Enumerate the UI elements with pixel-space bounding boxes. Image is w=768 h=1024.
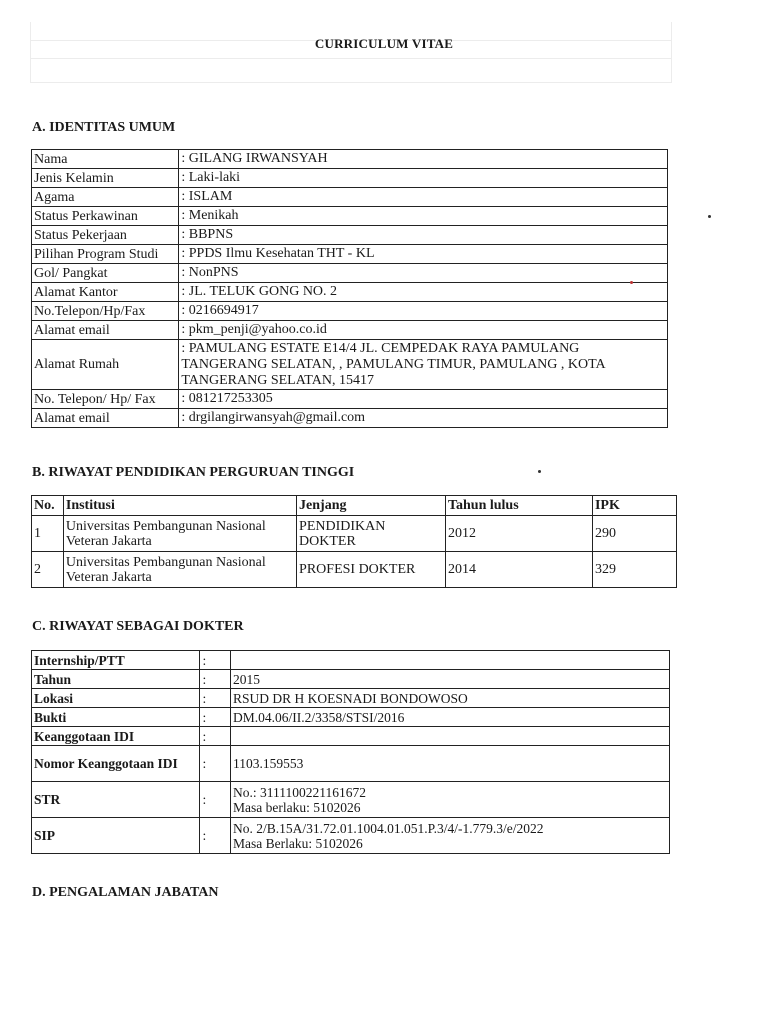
history-label: SIP [32, 818, 200, 854]
identity-label: Jenis Kelamin [32, 169, 179, 188]
history-label: STR [32, 782, 200, 818]
cell-ipk: 290 [592, 516, 676, 552]
table-row [32, 689, 670, 708]
table-row [32, 390, 668, 409]
history-value [231, 818, 670, 854]
identity-label: No.Telepon/Hp/Fax [32, 302, 179, 321]
table-row [32, 746, 670, 782]
history-value-line: No. 2/B.15A/31.72.01.1004.01.051.P.3/4/-1.779.3/e/2022 [233, 820, 544, 836]
table-row [32, 245, 668, 264]
history-separator: : [200, 651, 231, 670]
table-row [32, 818, 670, 854]
history-label: Nomor Keanggotaan IDI [32, 746, 200, 782]
table-row [32, 708, 670, 727]
table-row [32, 321, 668, 340]
col-header-tahun-lulus: Tahun lulus [445, 496, 592, 516]
table-row [32, 188, 668, 207]
identity-value: : ISLAM [179, 188, 668, 207]
history-value [231, 727, 670, 746]
scan-speck [538, 470, 541, 473]
table-row [32, 226, 668, 245]
cell-tahun-lulus: 2012 [445, 516, 592, 552]
col-header-jenjang: Jenjang [297, 496, 446, 516]
history-label: Keanggotaan IDI [32, 727, 200, 746]
table-row [32, 552, 677, 588]
col-header-institusi: Institusi [63, 496, 296, 516]
history-value-line: DM.04.06/II.2/3358/STSI/2016 [233, 709, 405, 725]
history-value-line: No.: 3111100221161672 [233, 784, 367, 800]
history-value [231, 689, 670, 708]
table-row [32, 264, 668, 283]
history-label: Tahun [32, 670, 200, 689]
table-row [32, 670, 670, 689]
table-row [32, 207, 668, 226]
history-value [231, 708, 670, 727]
history-value [231, 651, 670, 670]
table-row [32, 651, 670, 670]
identity-value: : Menikah [179, 207, 668, 226]
history-separator: : [200, 727, 231, 746]
history-value-line: 2015 [233, 671, 261, 687]
identity-label: Pilihan Program Studi [32, 245, 179, 264]
identity-label: No. Telepon/ Hp/ Fax [32, 390, 179, 409]
cell-jenjang: PENDIDIKAN DOKTER [297, 516, 446, 552]
cell-ipk: 329 [592, 552, 676, 588]
table-row [32, 782, 670, 818]
history-separator: : [200, 782, 231, 818]
identity-value: : 0216694917 [179, 302, 668, 321]
history-value-line: Masa berlaku: 5102026 [233, 799, 361, 815]
history-separator: : [200, 689, 231, 708]
section-b-heading: B. RIWAYAT PENDIDIKAN PERGURUAN TINGGI [32, 465, 355, 480]
history-value [231, 670, 670, 689]
table-row [32, 302, 668, 321]
cell-institusi: Universitas Pembangunan Nasional Veteran Jakarta [63, 516, 296, 552]
table-row [32, 516, 677, 552]
identity-value: : JL. TELUK GONG NO. 2 [179, 283, 668, 302]
history-value-line: Masa Berlaku: 5102026 [233, 835, 363, 851]
history-label: Internship/PTT [32, 651, 200, 670]
table-row [32, 727, 670, 746]
table-row [32, 409, 668, 428]
scan-speck [708, 215, 711, 218]
bleed-through-table [30, 22, 672, 83]
history-label: Lokasi [32, 689, 200, 708]
education-header-row [32, 496, 677, 516]
identity-value: : 081217253305 [179, 390, 668, 409]
identity-value: : PAMULANG ESTATE E14/4 JL. CEMPEDAK RAYA PAMULANG TANGERANG SELATAN, , PAMULANG TIMUR, PAMULANG , KOTA TANGERANG SELATAN, 15417 [179, 340, 668, 390]
history-value-line: 1103.159553 [233, 756, 304, 771]
identity-value: : drgilangirwansyah@gmail.com [179, 409, 668, 428]
cell-no: 1 [32, 516, 64, 552]
identity-value: : PPDS Ilmu Kesehatan THT - KL [179, 245, 668, 264]
history-separator: : [200, 708, 231, 727]
history-separator: : [200, 670, 231, 689]
identity-table [31, 149, 668, 428]
history-value [231, 746, 670, 782]
cell-no: 2 [32, 552, 64, 588]
table-row [32, 150, 668, 169]
identity-label: Alamat email [32, 321, 179, 340]
identity-label: Alamat Rumah [32, 340, 179, 390]
scan-speck [630, 281, 633, 284]
identity-label: Status Pekerjaan [32, 226, 179, 245]
table-row [32, 283, 668, 302]
identity-value: : Laki-laki [179, 169, 668, 188]
table-row [32, 340, 668, 390]
identity-label: Nama [32, 150, 179, 169]
education-table [31, 495, 677, 588]
col-header-no: No. [32, 496, 64, 516]
doctor-history-table [31, 650, 670, 854]
identity-value: : BBPNS [179, 226, 668, 245]
cell-jenjang: PROFESI DOKTER [297, 552, 446, 588]
identity-label: Status Perkawinan [32, 207, 179, 226]
identity-value: : NonPNS [179, 264, 668, 283]
identity-label: Gol/ Pangkat [32, 264, 179, 283]
table-row [32, 169, 668, 188]
identity-label: Agama [32, 188, 179, 207]
history-value-line: RSUD DR H KOESNADI BONDOWOSO [233, 690, 468, 706]
identity-value: : pkm_penji@yahoo.co.id [179, 321, 668, 340]
document-title: CURRICULUM VITAE [314, 36, 454, 51]
identity-label: Alamat email [32, 409, 179, 428]
history-label: Bukti [32, 708, 200, 727]
history-value [231, 782, 670, 818]
identity-label: Alamat Kantor [32, 283, 179, 302]
history-separator: : [200, 818, 231, 854]
cell-tahun-lulus: 2014 [445, 552, 592, 588]
col-header-ipk: IPK [592, 496, 676, 516]
section-d-heading: D. PENGALAMAN JABATAN [32, 885, 219, 900]
section-c-heading: C. RIWAYAT SEBAGAI DOKTER [32, 619, 244, 634]
history-separator: : [200, 746, 231, 782]
identity-value: : GILANG IRWANSYAH [179, 150, 668, 169]
cell-institusi: Universitas Pembangunan Nasional Veteran Jakarta [63, 552, 296, 588]
section-a-heading: A. IDENTITAS UMUM [32, 120, 176, 135]
